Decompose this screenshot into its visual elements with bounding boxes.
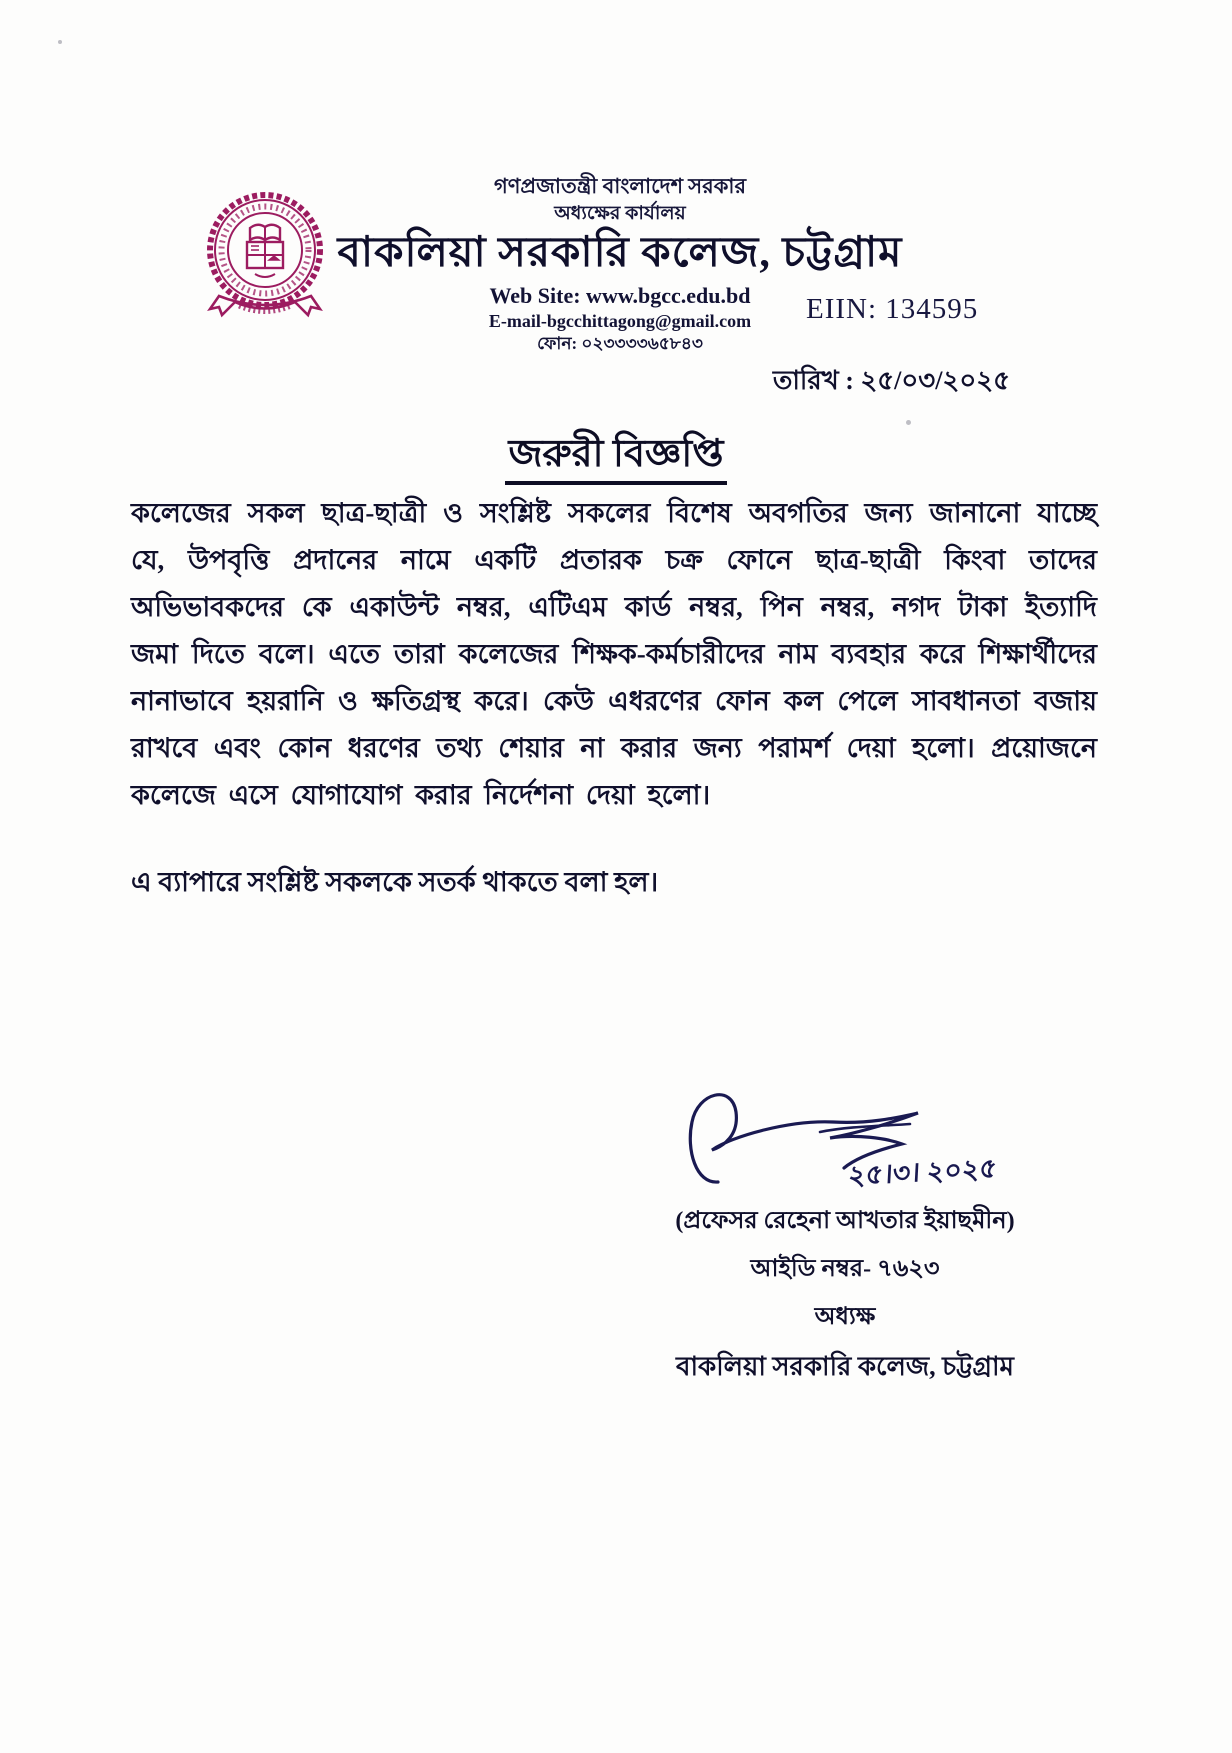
signature-block xyxy=(610,1080,1080,1390)
website-line: Web Site: www.bgcc.edu.bd xyxy=(489,283,751,309)
signatory-organization: বাকলিয়া সরকারি কলেজ, চট্টগ্রাম xyxy=(676,1352,1014,1381)
signatory-name: (প্রফেসর রেহেনা আখতার ইয়াছমীন) xyxy=(675,1208,1015,1234)
date-line: তারিখ : ২৫/০৩/২০২৫ xyxy=(772,366,1010,395)
college-name: বাকলিয়া সরকারি কলেজ, চট্টগ্রাম xyxy=(337,229,903,276)
signature-art xyxy=(610,1080,1080,1200)
notice-title xyxy=(0,424,1232,488)
email-line: E-mail-bgcchittagong@gmail.com xyxy=(488,310,752,331)
eiin-number: EIIN: 134595 xyxy=(806,293,979,325)
phone-line: ফোন: ০২৩৩৩৩৬৫৮৪৩ xyxy=(537,334,703,354)
handwritten-date: ২৫।৩। ২০২৫ xyxy=(847,1153,998,1191)
notice-closing: এ ব্যাপারে সংশ্লিষ্ট সকলকে সতর্ক থাকতে বলা হল। xyxy=(131,867,659,897)
scan-artifact xyxy=(58,40,62,44)
notice-title-text: জরুরী বিজ্ঞপ্তি xyxy=(505,433,728,485)
government-line: গণপ্রজাতন্ত্রী বাংলাদেশ সরকার xyxy=(493,174,747,198)
signatory-designation: অধ্যক্ষ xyxy=(814,1304,876,1330)
notice-body: কলেজের সকল ছাত্র-ছাত্রী ও সংশ্লিষ্ট সকলের বিশেষ অবগতির জন্য জানানো যাচ্ছে যে, উপবৃত্তি প্রদানের নামে একটি প্রতারক চক্র ফোনে ছাত্র-ছাত্রী কিংবা তাদের অভিভাবকদের কে একাউন্ট নম্বর, এটিএম কার্ড নম্বর, পিন নম্বর, নগদ টাকা ইত্যাদি জমা দিতে বলে। এতে তারা কলেজের শিক্ষক-কর্মচারীদের নাম ব্যবহার করে শিক্ষার্থীদের নানাভাবে হয়রানি ও ক্ষতিগ্রস্থ করে। কেউ এধরণের ফোন কল পেলে সাবধানতা বজায় রাখবে এবং কোন ধরণের তথ্য শেয়ার না করার জন্য পরামর্শ দেয়া হলো। প্রয়োজনে কলেজে এসে যোগাযোগ করার নির্দেশনা দেয়া হলো। xyxy=(131,498,1097,810)
letterhead xyxy=(300,174,940,354)
office-line: অধ্যক্ষের কার্যালয় xyxy=(554,203,686,225)
signatory-id: আইডি নম্বর- ৭৬২৩ xyxy=(750,1256,940,1282)
